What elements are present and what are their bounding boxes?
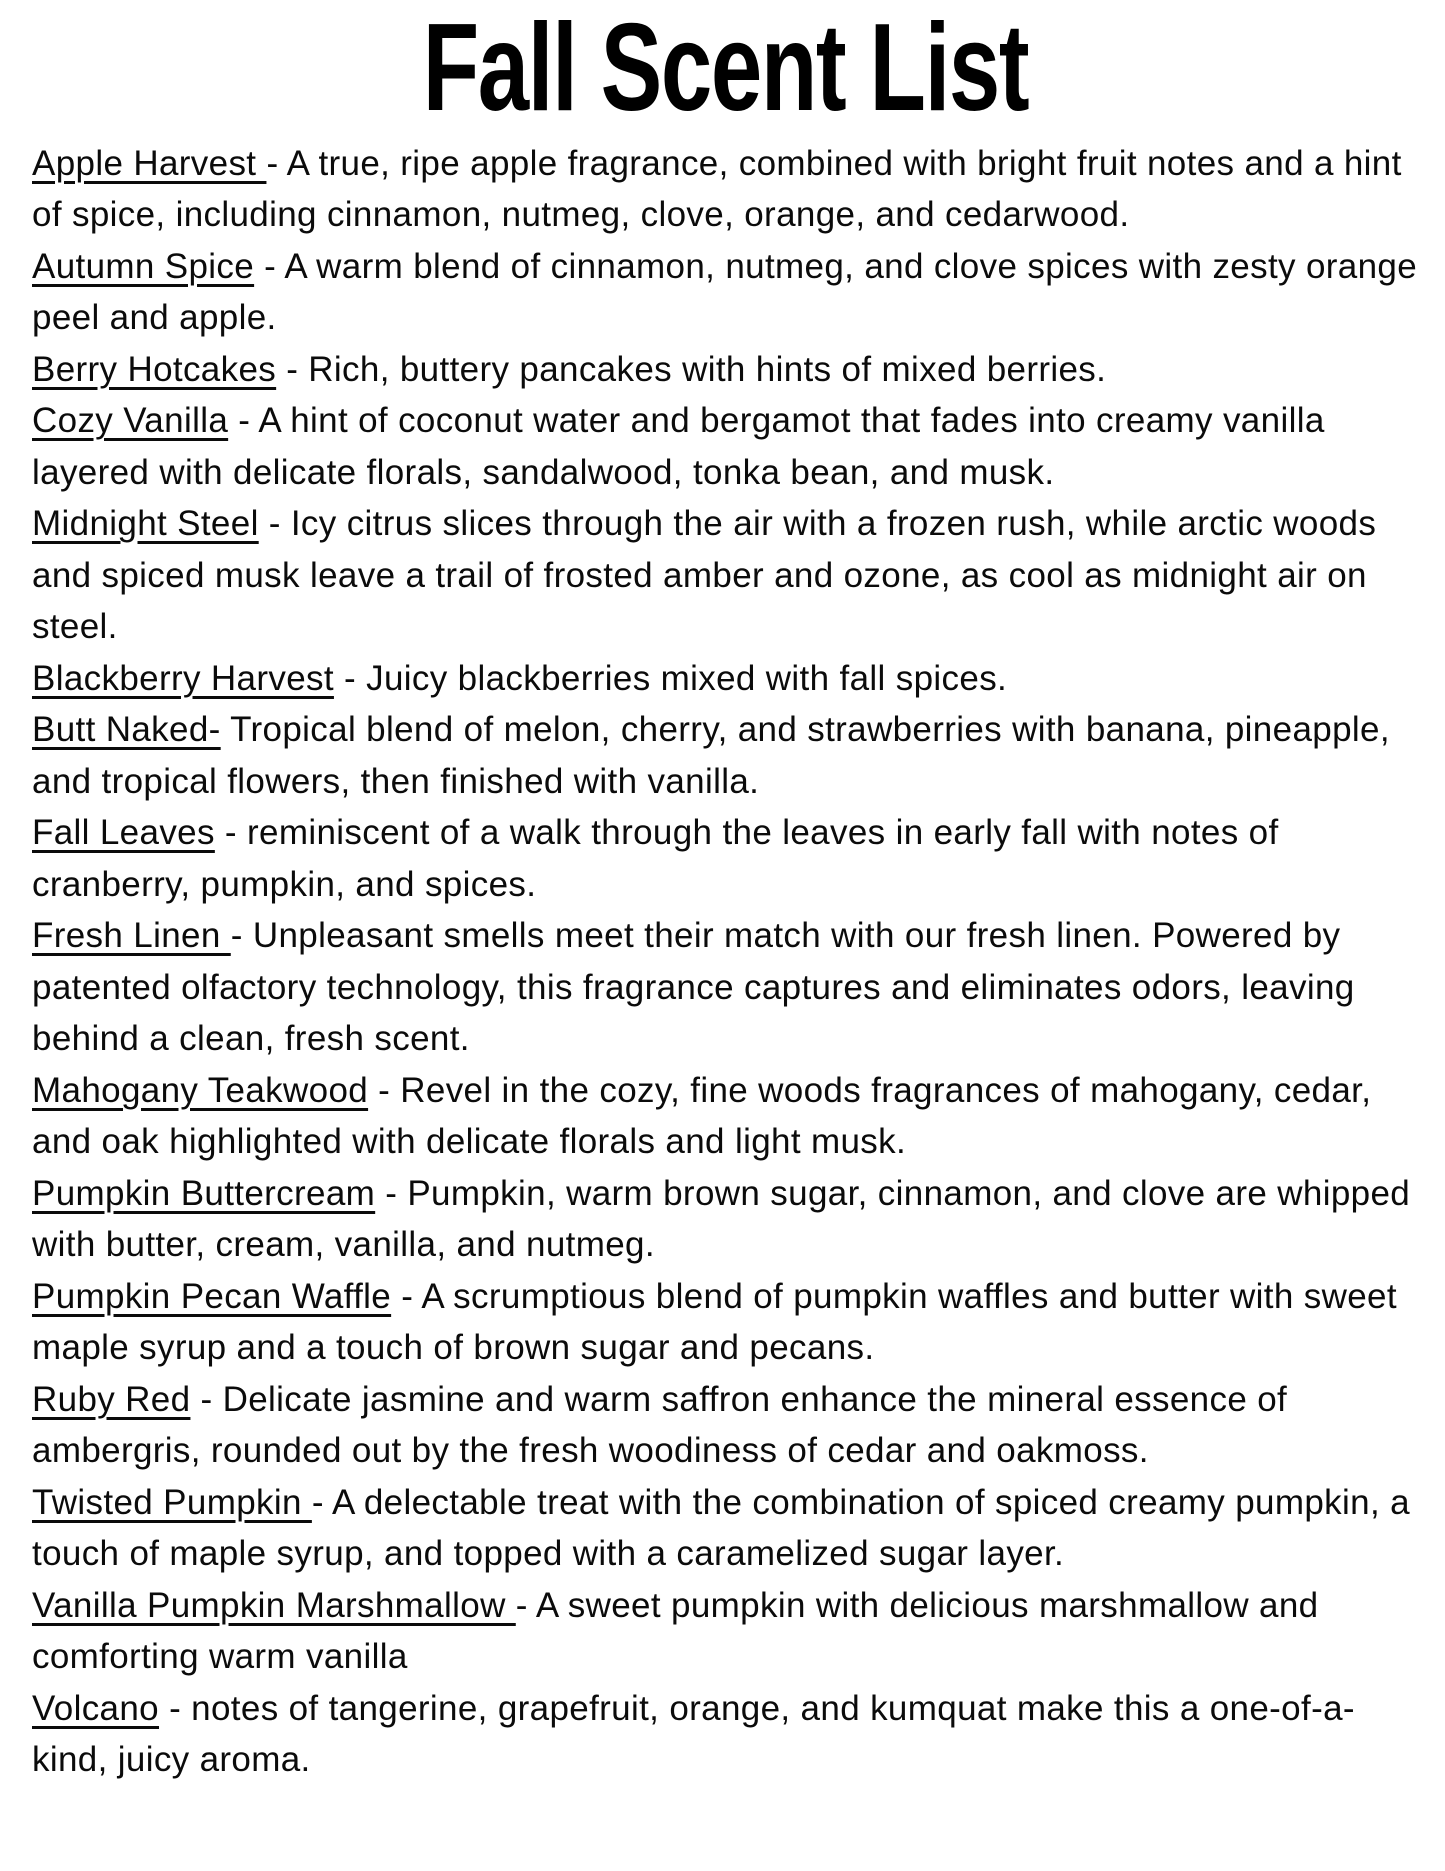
scent-name: Vanilla Pumpkin Marshmallow [32,1585,516,1625]
scent-name: Twisted Pumpkin [32,1482,312,1522]
scent-entry-autumn-spice [32,241,1424,344]
scent-description: - reminiscent of a walk through the leaves in early fall with notes of cranberry, pumpkin, and spices. [32,813,1279,904]
scent-description: - notes of tangerine, grapefruit, orange, and kumquat make this a one-of-a-kind, juicy aroma. [32,1688,1355,1780]
scent-entry-fresh-linen [32,910,1424,1065]
scent-name: Volcano [32,1688,160,1728]
scent-name: Berry Hotcakes [32,349,277,389]
scent-description: - Revel in the cozy, fine woods fragrances of mahogany, cedar, and oak highlighted with delicate florals and light musk. [32,1070,1372,1162]
scent-entry-berry-hotcakes [32,344,1424,396]
scent-entry-twisted-pumpkin [32,1477,1424,1580]
scent-description: - Icy citrus slices through the air with a frozen rush, while arctic woods and spiced musk leave a trail of frosted amber and ozone, as cool as midnight air on steel. [32,504,1377,647]
scent-description: - A sweet pumpkin with delicious marshmallow and comforting warm vanilla [32,1585,1319,1677]
scent-description: - A delectable treat with the combination of spiced creamy pumpkin, a touch of maple syrup, and topped with a caramelized sugar layer. [32,1482,1410,1574]
scent-name: Fall Leaves [32,813,215,853]
scent-description: - A scrumptious blend of pumpkin waffles and butter with sweet maple syrup and a touch of brown sugar and pecans. [32,1276,1397,1368]
scent-description: - A hint of coconut water and bergamot that fades into creamy vanilla layered with delicate florals, sandalwood, tonka bean, and musk. [32,401,1325,492]
scent-description: - Rich, buttery pancakes with hints of mixed berries. [276,349,1107,389]
scent-list [32,138,1424,1786]
scent-description: - Unpleasant smells meet their match with our fresh linen. Powered by patented olfactory technology, this fragrance captures and eliminates odors, leaving behind a clean, fresh scent. [32,916,1355,1059]
scent-entry-butt-naked [32,704,1424,807]
scent-description: - Delicate jasmine and warm saffron enhance the mineral essence of ambergris, rounded out by the fresh woodiness of cedar and oakmoss. [32,1379,1288,1471]
scent-description: - Pumpkin, warm brown sugar, cinnamon, and clove are whipped with butter, cream, vanilla, and nutmeg. [32,1173,1411,1265]
scent-entry-cozy-vanilla [32,395,1424,498]
page-title: Fall Scent List [422,0,1029,137]
scent-entry-volcano [32,1683,1424,1786]
scent-description: - A true, ripe apple fragrance, combined with bright fruit notes and a hint of spice, including cinnamon, nutmeg, clove, orange, and cedarwood. [32,143,1402,235]
scent-name: Pumpkin Pecan Waffle [32,1276,392,1316]
scent-name: Butt Naked- [32,710,221,750]
scent-description: - A warm blend of cinnamon, nutmeg, and clove spices with zesty orange peel and apple. [32,246,1418,338]
scent-name: Midnight Steel [32,504,259,544]
scent-name: Ruby Red [32,1379,191,1419]
scent-entry-midnight-steel [32,498,1424,653]
scent-name: Apple Harvest [32,143,267,183]
scent-entry-blackberry-harvest [32,653,1424,705]
scent-name: Fresh Linen [32,916,231,956]
scent-entry-ruby-red [32,1374,1424,1477]
scent-entry-pumpkin-pecan-waffle [32,1271,1424,1374]
scent-name: Blackberry Harvest [32,658,334,698]
scent-entry-vanilla-pumpkin-marshmallow [32,1580,1424,1683]
scent-name: Autumn Spice [32,246,255,286]
scent-description: - Juicy blackberries mixed with fall spices. [333,658,1008,698]
scent-name: Cozy Vanilla [32,401,229,441]
scent-entry-fall-leaves [32,807,1424,910]
scent-entry-mahogany-teakwood [32,1065,1424,1168]
scent-description: Tropical blend of melon, cherry, and strawberries with banana, pineapple, and tropical flowers, then finished with vanilla. [32,710,1390,801]
scent-entry-apple-harvest [32,138,1424,241]
scent-name: Pumpkin Buttercream [32,1173,376,1213]
scent-entry-pumpkin-buttercream [32,1168,1424,1271]
scent-name: Mahogany Teakwood [32,1070,369,1110]
